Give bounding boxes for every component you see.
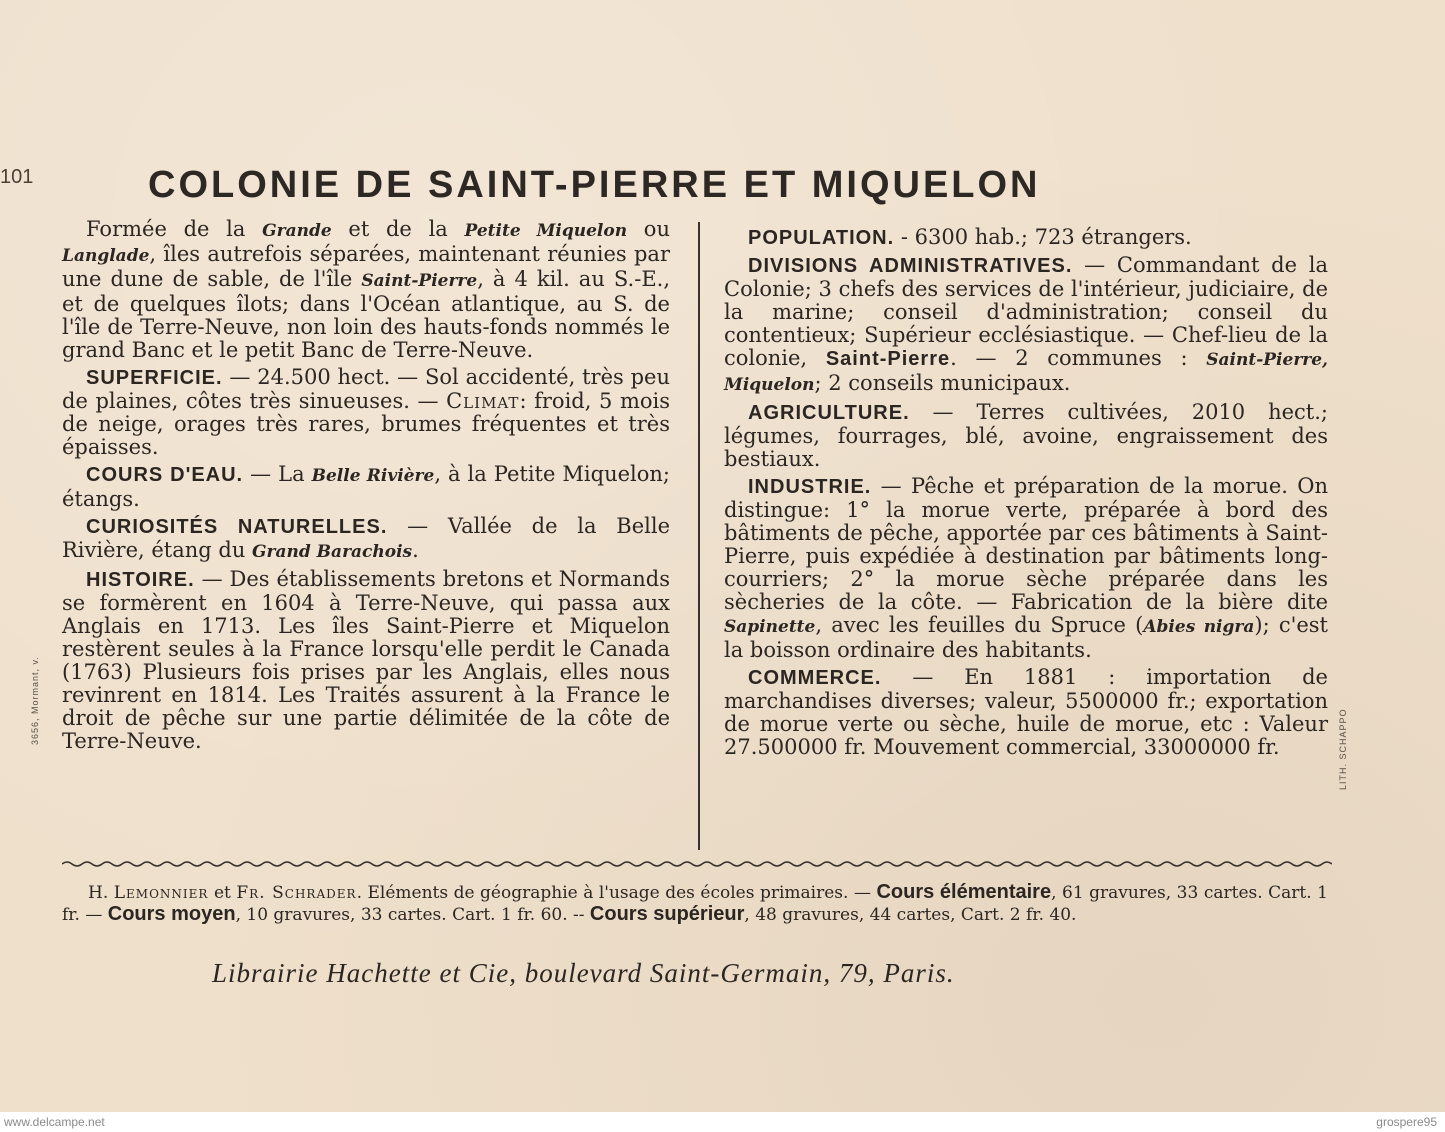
superficie-heading: SUPERFICIE.	[86, 367, 223, 389]
agriculture-paragraph: AGRICULTURE. — Terres cultivées, 2010 hect.; légumes, fourrages, blé, avoine, engraissement des bestiaux.	[724, 400, 1328, 471]
printer-mark-left: 3656, Mormant, v.	[30, 656, 40, 745]
histoire-paragraph: HISTOIRE. — Des établissements bretons et Normands se formèrent en 1604 à Terre-Neuve, qui passa aux Anglais en 1713. Les îles Saint-Pierre et Miquelon restèrent seules à la France lorsqu'elle perdit le Canada (1763) Plusieurs fois prises par les Anglais, elles nous revinrent en 1814. Les Traités assurent à la France le droit de pêche sur une partie délimitée de la côte de Terre-Neuve.	[62, 567, 670, 753]
right-column	[724, 226, 1328, 763]
intro-paragraph: Formée de la Grande et de la Petite Miquelon ou Langlade, îles autrefois séparées, maintenant réunies par une dune de sable, de l'île Saint-Pierre, à 4 kil. au S.-E., et de quelques îlots; dans l'Océan atlantique, au S. de l'île de Terre-Neuve, non loin des hauts-fonds nommés le grand Banc et le petit Banc de Terre-Neuve.	[62, 217, 670, 362]
divisions-paragraph: DIVISIONS ADMINISTRATIVES. — Commandant de la Colonie; 3 chefs des services de l'intérieur, judiciaire, de la marine; conseil d'administration; conseil du contentieux; Supérieur ecclésiastique. — Chef-lieu de la colonie, Saint-Pierre. — 2 communes : Saint-Pierre, Miquelon; 2 conseils municipaux.	[724, 253, 1328, 395]
commerce-paragraph: COMMERCE. — En 1881 : importation de marchandises diverses; valeur, 5500000 fr.; exportation de morue verte ou sèche, huile de morue, etc : Valeur 27.500000 fr. Mouvement commercial, 33000000 fr.	[724, 665, 1328, 759]
card-title: COLONIE DE SAINT-PIERRE ET MIQUELON	[148, 164, 1041, 206]
superficie-paragraph: SUPERFICIE. — 24.500 hect. — Sol accidenté, très peu de plaines, côtes très sinueuses. — Climat: froid, 5 mois de neige, orages très rares, brumes fréquentes et très épaisses.	[62, 365, 670, 459]
commerce-heading: COMMERCE.	[748, 667, 882, 689]
population-paragraph: POPULATION. - 6300 hab.; 723 étrangers.	[748, 225, 1192, 249]
divisions-heading: DIVISIONS ADMINISTRATIVES.	[748, 255, 1073, 277]
publisher-line: Librairie Hachette et Cie, boulevard Saint-Germain, 79, Paris.	[212, 958, 955, 988]
cours-eau-paragraph: COURS D'EAU. — La Belle Rivière, à la Petite Miquelon; étangs.	[62, 462, 671, 511]
printer-mark-right: LITH. SCHAPPO	[1338, 708, 1348, 790]
column-divider	[698, 222, 700, 850]
curiosites-heading: CURIOSITÉS NATURELLES.	[86, 516, 388, 538]
cours-eau-heading: COURS D'EAU.	[86, 464, 244, 486]
industrie-heading: INDUSTRIE.	[748, 476, 872, 498]
industrie-paragraph: INDUSTRIE. — Pêche et préparation de la morue. On distingue: 1° la morue verte, préparée à bord des bâtiments de pêche, apportée par ces bâtiments à Saint-Pierre, puis expédiée à destination par bâtiments long-courriers; 2° la morue sèche préparée dans les sècheries de la côte. — Fabrication de la bière dite Sapinette, avec les feuilles du Spruce (Abies nigra); c'est la boisson ordinaire des habitants.	[724, 474, 1328, 662]
watermark-right: grospere95	[1376, 1115, 1437, 1129]
population-heading: POPULATION.	[748, 227, 895, 249]
watermark-left: www.delcampe.net	[4, 1115, 105, 1129]
footer-bibliography: H. Lemonnier et Fr. Schrader. Eléments de géographie à l'usage des écoles primaires. — Cours élémentaire, 61 gravures, 33 cartes. Cart. 1 fr. — Cours moyen, 10 gravures, 33 cartes. Cart. 1 fr. 60. -- Cours supérieur, 48 gravures, 44 cartes, Cart. 2 fr. 40.	[62, 881, 1328, 925]
agriculture-heading: AGRICULTURE.	[748, 402, 910, 424]
curiosites-paragraph: CURIOSITÉS NATURELLES. — Vallée de la Belle Rivière, étang du Grand Barachois.	[62, 514, 671, 562]
wavy-rule	[62, 860, 1332, 868]
histoire-heading: HISTOIRE.	[86, 569, 195, 591]
card-number: 101	[0, 166, 34, 188]
watermark-strip	[0, 1112, 1445, 1132]
left-column	[62, 218, 670, 757]
